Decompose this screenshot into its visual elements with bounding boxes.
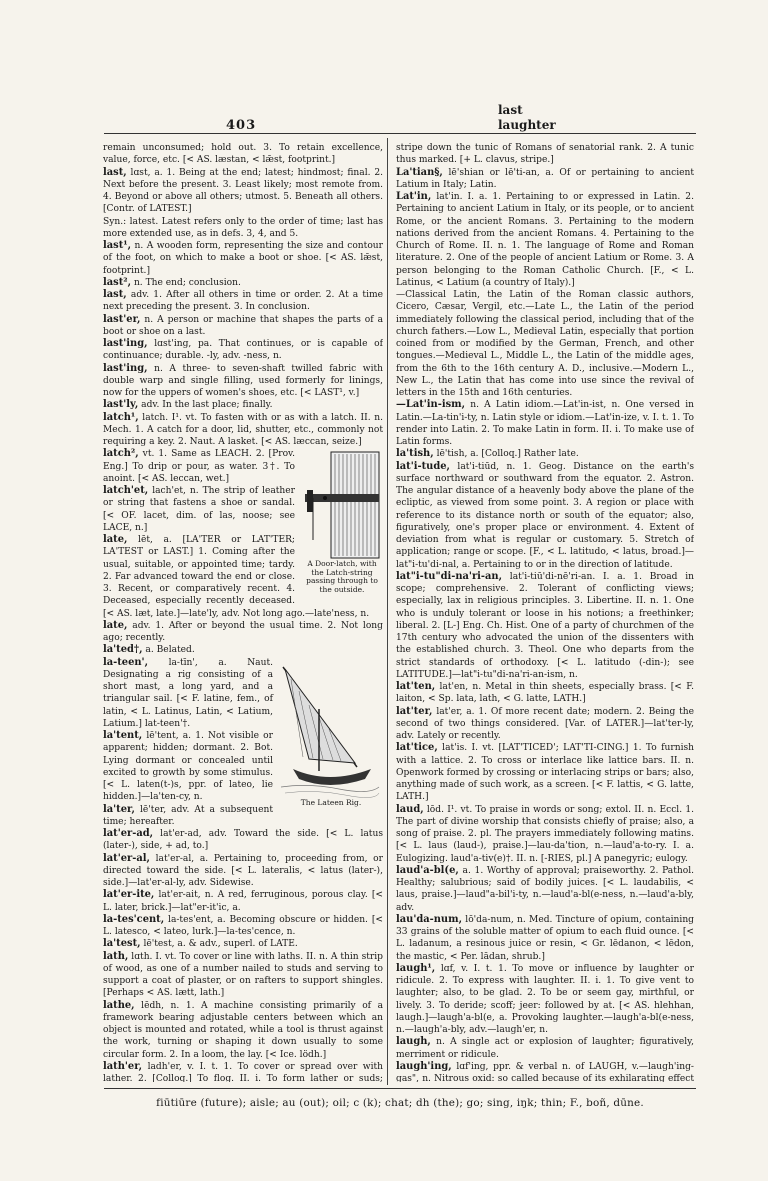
- headword: lat'tice,: [396, 742, 438, 754]
- entry: last, lɑst, a. 1. Being at the end; latest; hindmost; final. 2. Next before the present. 3. Least likely; most remote from. 4. Beyond or above all others; utmost. 5. Beneath all others. [Contr. of LATEST.]: [103, 166, 383, 215]
- lateen-rig-illustration: [279, 659, 381, 799]
- entry: lau'da-num, lō'da-num, n. Med. Tincture of opium, containing 33 grains of the soluble matter of opium to each fluid ounce. [< L. ladanum, a resinous juice or resin, < Gr. lēdanon, < lēdon, the mastic, < Per. lādan, shrub.]: [396, 913, 694, 962]
- entry: laud'a-bl(e, a. 1. Worthy of approval; praiseworthy. 2. Pathol. Healthy; salubrious; said of bodily juices. [< L. laudabilis, < laus, praise.]—laud"a-bil'i-ty, n.—laud'a-bl(e-ness, n.—laud'a-bly, adv.: [396, 864, 694, 913]
- headword: last'er,: [103, 313, 141, 325]
- entry: last, adv. 1. After all others in time or order. 2. At a time next preceding the present. 3. In conclusion.: [103, 289, 383, 313]
- entry: lath'er, ladh'er, v. I. t. 1. To cover or spread over with lather. 2. [Colloq.] To flog. II. i. To form lather or suds;: [103, 1060, 383, 1082]
- entry: lat'er-al, lat'er-al, a. Pertaining to, proceeding from, or directed toward the side. [< L. lateralis, < latus (later-), side.]—lat'er-al-ly, adv. Sidewise.: [103, 852, 383, 888]
- entry: —Classical Latin, the Latin of the Roman classic authors, Cicero, Cæsar, Vergil, etc.—Late L., the Latin of the period immediately following the classical period, including that of the church fathers.—Low L., Medieval Latin, especially that portion coined from or modified by the German, French, and other tongues.—Medieval L., Middle L., the Latin of the middle ages, from the 6th to the 16th century A. D., inclusive.—Modern L., New L., the Latin that has come into use since the revival of letters in the 15th and 16th centuries.: [396, 290, 694, 398]
- headword: lau'da-num,: [396, 913, 463, 925]
- guide-word-last: laughter: [498, 118, 556, 132]
- entry: —Lat'in-ism, n. A Latin idiom.—Lat'in-ist, n. One versed in Latin.—La-tin'i-ty, n. Latin style or idiom.—Lat'in-ize, v. I. t. 1. To render into Latin. 2. To make Latin in form. II. i. To make use of Latin forms.: [396, 399, 694, 447]
- headword: lat'i-tude,: [396, 460, 450, 472]
- door-latch-illustration: [301, 450, 381, 560]
- entry: remain unconsumed; hold out. 3. To retain excellence, value, force, etc. [< AS. læstan, < lǣst, footprint.]: [103, 143, 383, 166]
- entry: Syn.: latest. Latest refers only to the order of time; last has more extended use, as in defs. 3, 4, and 5.: [103, 216, 383, 239]
- lateen-rig-figure: [279, 659, 383, 808]
- entry: laugh, n. A single act or explosion of laughter; figuratively, merriment or ridicule.: [396, 1036, 694, 1060]
- entry: laugh¹, lɑf, v. I. t. 1. To move or influence by laughter or ridicule. 2. To express with laughter. II. i. 1. To give vent to laughter; also, to be glad. 2. To be or seem gay, mirthful, or lively. 3. To deride; scoff; jeer: followed by at. [< AS. hlehhan, laugh.]—laugh'a-bl(e, a. Provoking laughter.—laugh'a-bl(e-ness, n.—laugh'a-bly, adv.—laugh'er, n.: [396, 962, 694, 1035]
- headword: la-teen',: [103, 656, 149, 668]
- headword: last,: [103, 166, 127, 178]
- guide-word-first: last: [498, 103, 523, 117]
- headword: la'test,: [103, 938, 141, 950]
- entry: latch'et, lach'et, n. The strip of leather or string that fastens a shoe or sandal. [< OF. lacet, dim. of las, noose; see LACE, n.]: [103, 485, 295, 533]
- left-column: [103, 142, 383, 1082]
- entry: lath, lɑth. I. vt. To cover or line with laths. II. n. A thin strip of wood, as one of a number nailed to studs and serving to support a coat of plaster, or on rafters to support shingles. [Perhaps < AS. lætt, lath.]: [103, 950, 383, 999]
- entry: late, lēt, a. [LA'TER or LAT'TER; LA'TEST or LAST.] 1. Coming after the usual, suitable, or appointed time; tardy. 2. Far advanced toward the end or close. 3. Recent, or comparatively recent. 4. Deceased, especially recently deceased. [< AS. læt, late.]—late'ly, adv. Not long ago.—late'ness, n.: [103, 534, 370, 619]
- entry: la'ter, lē'ter, adv. At a subsequent time; hereafter.: [103, 803, 273, 827]
- entry: last², n. The end; conclusion.: [103, 276, 241, 288]
- entry: laud, lōd. I¹. vt. To praise in words or song; extol. II. n. Eccl. 1. The part of divine worship that consists chiefly of praise; also, a song of praise. 2. pl. The prayers immediately following matins. [< L. laus (laud-), praise.]—lau-da'tion, n.—laud'a-to-ry. I. a. Eulogizing. laud'a-tiv(e)†. II. n. [-RIES, pl.] A panegyric; eulogy.: [396, 803, 694, 864]
- headword: lat'er-ad,: [103, 828, 154, 839]
- headword: last¹,: [103, 240, 132, 251]
- headword: late,: [103, 619, 128, 631]
- entry: la-teen', la-tīn', a. Naut. Designating a rig consisting of a short mast, a long yard, and a triangular sail. [< F. latine, fem., of latin, < L. Latinus, Latin, < Latium, Latium.] lat-teen'†.: [103, 656, 273, 729]
- pronunciation-key: fiūtiūre (future); aisle; au (out); oil; c (k); chat; dh (the); go; sing, iŋk; thin; F., boñ, dūne.: [156, 1097, 644, 1109]
- entry: lat'ten, lat'en, n. Metal in thin sheets, especially brass. [< F. laiton, < Sp. lata, lath, < G. latte, LATH.]: [396, 681, 694, 705]
- entry: lat'ter, lat'er, a. 1. Of more recent date; modern. 2. Being the second of two things considered. [Var. of LATER.]—lat'ter-ly, adv. Lately or recently.: [396, 705, 694, 741]
- footer-rule: [104, 1088, 696, 1089]
- headword: Lat'in,: [396, 191, 432, 202]
- entry: late, adv. 1. After or beyond the usual time. 2. Not long ago; recently.: [103, 619, 383, 643]
- headword: last'ly,: [103, 399, 139, 411]
- door-latch-figure: [301, 450, 383, 594]
- headword: lath'er,: [103, 1060, 143, 1072]
- headword: laud'a-bl(e,: [396, 864, 459, 876]
- header-rule: [104, 133, 696, 134]
- headword: late,: [103, 534, 128, 545]
- headword: lat'ter,: [396, 705, 433, 717]
- headword: lat'er-ite,: [103, 889, 155, 901]
- entry: last'ly, adv. In the last place; finally.: [103, 399, 273, 411]
- entry: lathe, lēdh, n. 1. A machine consisting primarily of a framework bearing adjustable centers between which an object is mounted and rotated, while a tool is thrust against the work, turning or shaping it down usually to some circular form. 2. In a loom, the lay. [< Ice. lödh.]: [103, 999, 383, 1060]
- headword: lath,: [103, 950, 129, 962]
- headword: lathe,: [103, 999, 135, 1011]
- entry: lat'er-ad, lat'er-ad, adv. Toward the side. [< L. latus (later-), side, + ad, to.]: [103, 828, 383, 852]
- entry: lat'i-tude, lat'i-tiūd, n. 1. Geog. Distance on the earth's surface northward or southward from the equator. 2. Astron. The angular distance of a heavenly body above the plane of the ecliptic, as viewed from some point. 3. A region or place with reference to its distance north or south of the equator; also, figuratively, one's proper place or environment. 4. Extent of deviation from what is regular or customary. 5. Stretch of application; range or scope. [F., < L. latitudo, < latus, broad.]—lat"i-tu'di-nal, a. Pertaining to or in the direction of latitude.: [396, 460, 694, 570]
- entry: latch², vt. 1. Same as LEACH. 2. [Prov. Eng.] To drip or pour, as water. 3†. To anoint. [< AS. leccan, wet.]: [103, 448, 295, 484]
- headword: la'tish,: [396, 448, 434, 460]
- entry: la-tes'cent, la-tes'ent, a. Becoming obscure or hidden. [< L. latesco, < lateo, lurk.]—la-tes'cence, n.: [103, 913, 383, 937]
- headword: lat'ten,: [396, 681, 436, 692]
- headword: latch²,: [103, 448, 139, 460]
- headword: lat'er-al,: [103, 852, 150, 864]
- entry: lat'tice, lat'is. I. vt. [LAT'TICED'; LAT'TI-CING.] 1. To furnish with a lattice. 2. To cross or interlace like lattice bars. II. n. Openwork formed by crossing or interlacing strips or bars; also, anything made of such work, as a screen. [< F. lattis, < G. latte, LATH.]: [396, 742, 694, 803]
- entry: lat'er-ite, lat'er-ait, n. A red, ferruginous, porous clay. [< L. later, brick.]—lat"er-it'ic, a.: [103, 889, 383, 913]
- entry: last¹, n. A wooden form, representing the size and contour of the foot, on which to make a boot or shoe. [< AS. lǣst, footprint.]: [103, 240, 383, 276]
- lateen-rig-caption: The Lateen Rig.: [300, 797, 362, 807]
- entry: last'er, n. A person or machine that shapes the parts of a boot or shoe on a last.: [103, 313, 383, 337]
- column-divider: [387, 138, 388, 1085]
- entry: La'tian§, lē'shian or lē'ti-an, a. Of or pertaining to ancient Latium in Italy; Latin.: [396, 166, 694, 190]
- entry: Lat'in, lat'in. I. a. 1. Pertaining to or expressed in Latin. 2. Pertaining to ancient Latium in Italy, or its people, or to ancient Rome, or the ancient Romans. 3. Pertaining to the modern nations derived from the ancient Romans. 4. Pertaining to the Church of Rome. II. n. 1. The language of Rome and Roman literature. 2. One of the people of ancient Latium or Rome. 3. A person belonging to the Roman Catholic Church. [F., < L. Latinus, < Latium (a country of Italy).]: [396, 191, 694, 288]
- entry: last'ing, lɑst'ing, pa. That continues, or is capable of continuance; durable. -ly, adv. -ness, n.: [103, 338, 383, 362]
- headword: laugh¹,: [396, 962, 436, 974]
- door-latch-caption: A Door-latch, with the Latch-string passing through to the outside.: [306, 559, 378, 594]
- headword: —Lat'in-ism,: [396, 399, 466, 411]
- headword: last'ing,: [103, 362, 148, 374]
- headword: latch'et,: [103, 485, 149, 496]
- headword: laud,: [396, 803, 424, 815]
- headword: laugh,: [396, 1036, 431, 1048]
- entry: latch¹, latch. I¹. vt. To fasten with or as with a latch. II. n. Mech. 1. A catch for a door, lid, shutter, etc., commonly not requiring a key. 2. Naut. A lasket. [< AS. læccan, seize.]: [103, 411, 383, 447]
- entry: laugh'ing, lɑf'ing, ppr. & verbal n. of LAUGH, v.—laugh'ing-gas", n. Nitrous oxid: so called because of its exhilarating effect: [396, 1060, 694, 1082]
- headword: la-tes'cent,: [103, 913, 165, 925]
- right-column: [396, 142, 694, 1082]
- entry: la'test, lē'test, a. & adv., superl. of LATE.: [103, 938, 298, 950]
- entry: lat"i-tu"di-na'ri-an, lat'i-tiū'di-nē'ri-an. I. a. 1. Broad in scope; comprehensive. 2. Tolerant of conflicting views; especially, lax in religious principles. 3. Libertine. II. n. 1. One who is unduly tolerant or loose in his notions; a freethinker; liberal. 2. [L-] Eng. Ch. Hist. One of a party of churchmen of the 17th century who advocated the union of the dissenters with the established church. 3. Theol. One who departs from the strict standards of orthodoxy. [< L. latitudo (-din-); see LATITUDE.]—lat"i-tu"di-na'ri-an-ism, n.: [396, 570, 694, 680]
- headword: last'ing,: [103, 338, 148, 349]
- headword: lat"i-tu"di-na'ri-an,: [396, 570, 503, 582]
- entry: la'ted†, a. Belated.: [103, 644, 195, 656]
- entry: la'tish, lē'tish, a. [Colloq.] Rather late.: [396, 448, 579, 460]
- entry: la'tent, lē'tent, a. 1. Not visible or apparent; hidden; dormant. 2. Bot. Lying dormant or concealed until excited to growth by some stimulus. [< L. laten(t-)s, ppr. of lateo, lie hidden.]—la'ten-cy, n.: [103, 730, 273, 803]
- headword: last,: [103, 289, 127, 300]
- page-number: 403: [226, 118, 257, 133]
- headword: la'tent,: [103, 730, 143, 741]
- headword: latch¹,: [103, 411, 139, 423]
- headword: la'ter,: [103, 803, 135, 815]
- headword: last²,: [103, 276, 132, 288]
- entry: last'ing, n. A three- to seven-shaft twilled fabric with double warp and single filling, used formerly for linings, now for the uppers of women's shoes, etc. [< LAST¹, v.]: [103, 362, 383, 398]
- headword: laugh'ing,: [396, 1060, 452, 1072]
- headword: La'tian§,: [396, 166, 443, 178]
- entry: stripe down the tunic of Romans of senatorial rank. 2. A tunic thus marked. [+ L. clavus, stripe.]: [396, 143, 694, 166]
- headword: la'ted†,: [103, 644, 143, 656]
- guide-words: [498, 103, 593, 133]
